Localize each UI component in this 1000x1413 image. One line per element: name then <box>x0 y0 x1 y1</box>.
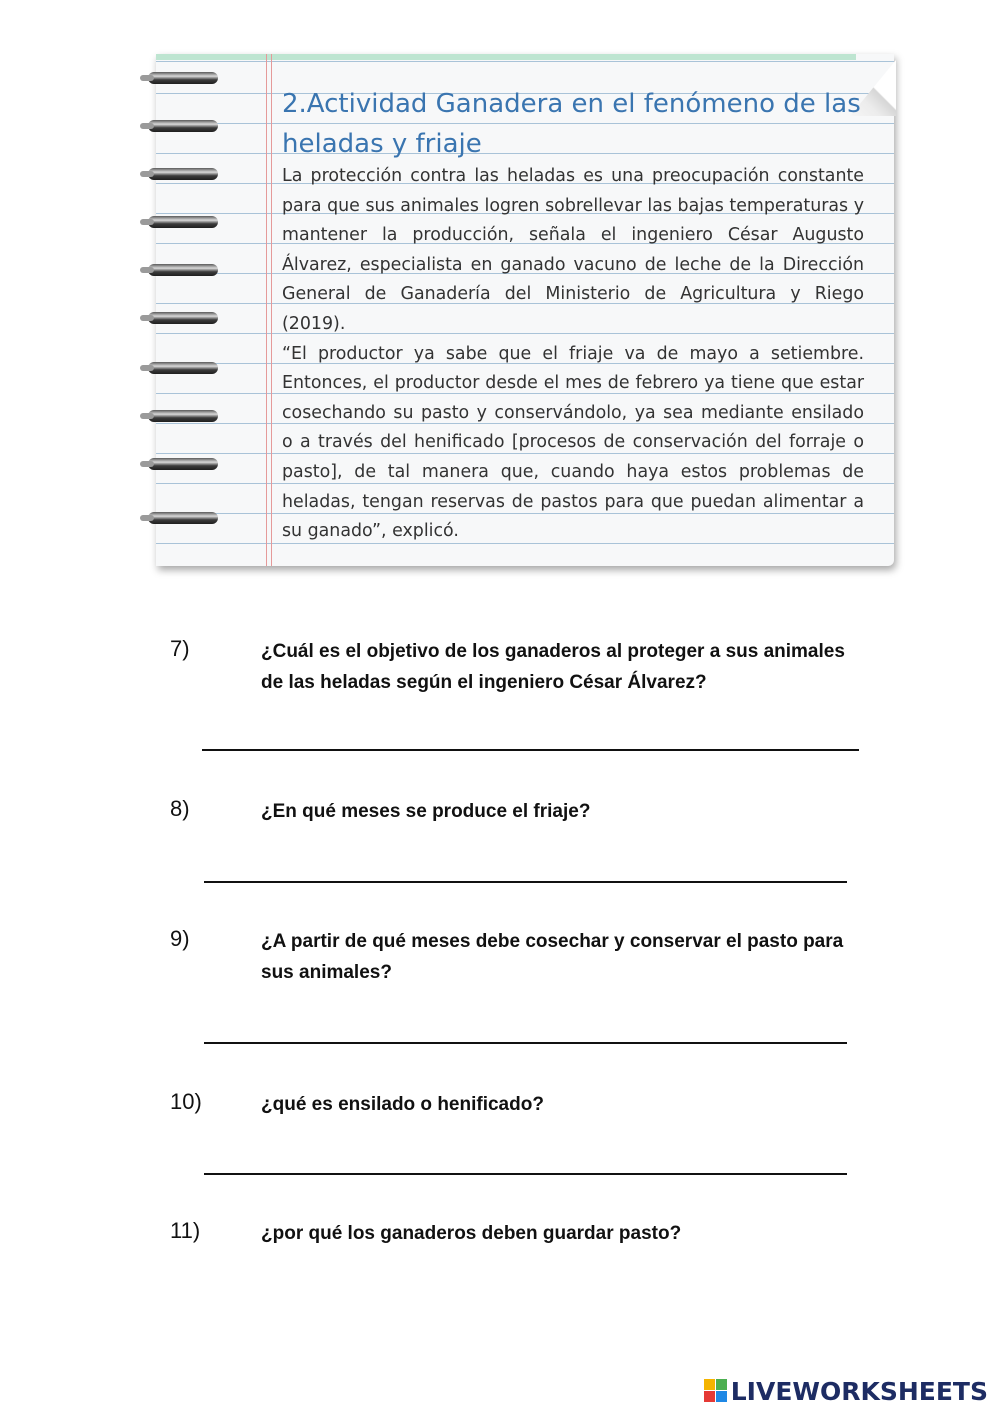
spiral-ring-icon <box>148 264 218 276</box>
answer-line-9[interactable] <box>204 1042 847 1044</box>
reading-title: 2.Actividad Ganadera en el fenómeno de las heladas y friaje <box>282 89 861 159</box>
reading-notebook <box>148 44 908 572</box>
spiral-binding <box>148 72 228 542</box>
spiral-ring-icon <box>148 120 218 132</box>
question-text: ¿En qué meses se produce el friaje? <box>261 801 591 822</box>
liveworksheets-logo-text: LIVEWORKSHEETS <box>730 1376 988 1406</box>
question-number: 9) <box>170 926 190 951</box>
question-text: ¿por qué los ganaderos deben guardar pasto? <box>261 1223 682 1244</box>
spiral-ring-icon <box>148 458 218 470</box>
question-text: ¿qué es ensilado o henificado? <box>261 1094 544 1115</box>
margin-line <box>266 54 267 566</box>
liveworksheets-logo-icon <box>704 1379 728 1403</box>
question-number: 11) <box>170 1218 201 1243</box>
answer-line-8[interactable] <box>204 881 847 883</box>
reading-body <box>282 162 864 547</box>
spiral-ring-icon <box>148 168 218 180</box>
margin-line <box>271 54 272 566</box>
spiral-ring-icon <box>148 410 218 422</box>
reading-paragraph-2: “El productor ya sabe que el friaje va de mayo a setiembre. Entonces, el productor desde el mes de febrero ya tiene que estar cosechando su pasto y conservándolo, ya sea mediante ensilado o a través del henificado [procesos de conservación del forraje o pasto], de tal manera que, cuando haya estos problemas de heladas, tengan reservas de pastos para que puedan alimentar a su ganado”, explicó. <box>282 343 864 542</box>
question-number: 7) <box>170 636 190 661</box>
spiral-ring-icon <box>148 216 218 228</box>
notebook-paper <box>156 54 894 566</box>
question-number: 10) <box>170 1089 202 1114</box>
liveworksheets-logo[interactable] <box>704 1376 988 1406</box>
spiral-ring-icon <box>148 362 218 374</box>
paper-top-edge <box>156 54 856 60</box>
question-text: ¿Cuál es el objetivo de los ganaderos al proteger a sus animales de las heladas según el ingeniero César Álvarez? <box>261 641 845 693</box>
question-text: ¿A partir de qué meses debe cosechar y conservar el pasto para sus animales? <box>261 931 844 983</box>
answer-line-7[interactable] <box>202 749 859 751</box>
spiral-ring-icon <box>148 312 218 324</box>
question-number: 8) <box>170 796 190 821</box>
spiral-ring-icon <box>148 72 218 84</box>
spiral-ring-icon <box>148 512 218 524</box>
reading-paragraph-1: La protección contra las heladas es una preocupación constante para que sus animales logren sobrellevar las bajas temperaturas y mantener la producción, señala el ingeniero César Augusto Álvarez, especialista en ganado vacuno de leche de la Dirección General de Ganadería del Ministerio de Agricultura y Riego (2019). <box>282 166 864 334</box>
answer-line-10[interactable] <box>204 1173 847 1175</box>
